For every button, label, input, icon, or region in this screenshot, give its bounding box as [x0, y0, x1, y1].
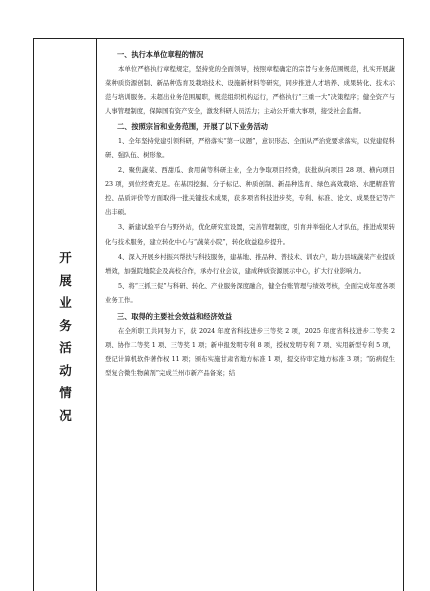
paragraph: 4、深入开展乡村振兴帮扶与科技服务，建基地、推品种、普技术、训农户，助力县域蔬菜产业提质增效，加强院地院企及高校合作，承办行业会议，建成种质资源展示中心，扩大行业影响力。 [105, 253, 395, 275]
section-label [34, 247, 97, 427]
section-heading: 三、取得的主要社会效益和经济效益 [117, 311, 233, 321]
label-char: 情 [59, 385, 72, 400]
paragraph: 2、聚焦蔬菜、西甜瓜、食用菌等科研主业，全力争取项目经费，获批纵向项目 28 项、横向项目 23 项，到位经费充足。在基因挖掘、分子标记、种质创制、新品种选育、绿色高效栽培、水肥精准管控、品质评价等方面取得一批关键技术成果，获多项省科技进步奖，专利、标准、论文、成果登记等产出丰硕。 [105, 167, 395, 217]
label-char: 开 [59, 250, 72, 265]
section-heading: 一、执行本单位章程的情况 [117, 50, 204, 59]
label-char: 况 [59, 407, 72, 423]
paragraph: 1、全年坚持党建引领科研，严格落实“第一议题”，意识形态、全面从严治党要求落实，以党建促科研、强队伍、树形象。 [105, 138, 395, 160]
report-table [33, 38, 404, 591]
paragraph: 3、新建试验平台与野外站，优化研究室设置，完善管理制度，引育并举强化人才队伍，推进成果转化与技术服务，建立转化中心与“蔬菜小院”，转化收益稳步提升。 [105, 224, 395, 246]
paragraph: 本单位严格执行章程规定，坚持党的全面领导，按照章程确定的宗旨与业务范围规范，扎实开展蔬菜种质资源创制、新品种选育及栽培技术、设施新材料等研究，同步推进人才培养、成果转化、技术示范与培训服务。未超出业务范围履职，规范组织机构运行，严格执行“三重一大”决策程序；健全资产与人事管理制度，保障国有资产安全，激发科研人员活力；主动公开重大事项，接受社会监督。 [105, 66, 395, 116]
paragraph: 5、将“三抓三促”与科研、转化、产业服务深度融合，健全台账管理与绩效考核，全面完成年度各项业务工作。 [105, 282, 395, 304]
content-column [97, 39, 403, 591]
label-char: 展 [59, 272, 72, 288]
label-char: 业 [59, 295, 72, 310]
section-label-column [34, 39, 97, 591]
section-heading: 二、按照宗旨和业务范围，开展了以下业务活动 [117, 122, 268, 132]
label-char: 务 [59, 317, 72, 333]
label-char: 动 [59, 362, 72, 378]
label-char: 活 [59, 340, 72, 355]
paragraph: 在全所职工共同努力下，获 2024 年度省科技进步三等奖 2 项，2025 年度省科技进步二等奖 2 项、协作二等奖 1 项、三等奖 1 项；新申报发明专利 8 项，授权发明专利 7 项、实用新型专利 5 项，登记计算机软件著作权 11 项；颁布实施甘肃省地方标准 1 项，提交待审定地方标准 3 项；“防病促生型复合微生物菌剂”完成兰州市新产品备案；结 [105, 327, 395, 377]
